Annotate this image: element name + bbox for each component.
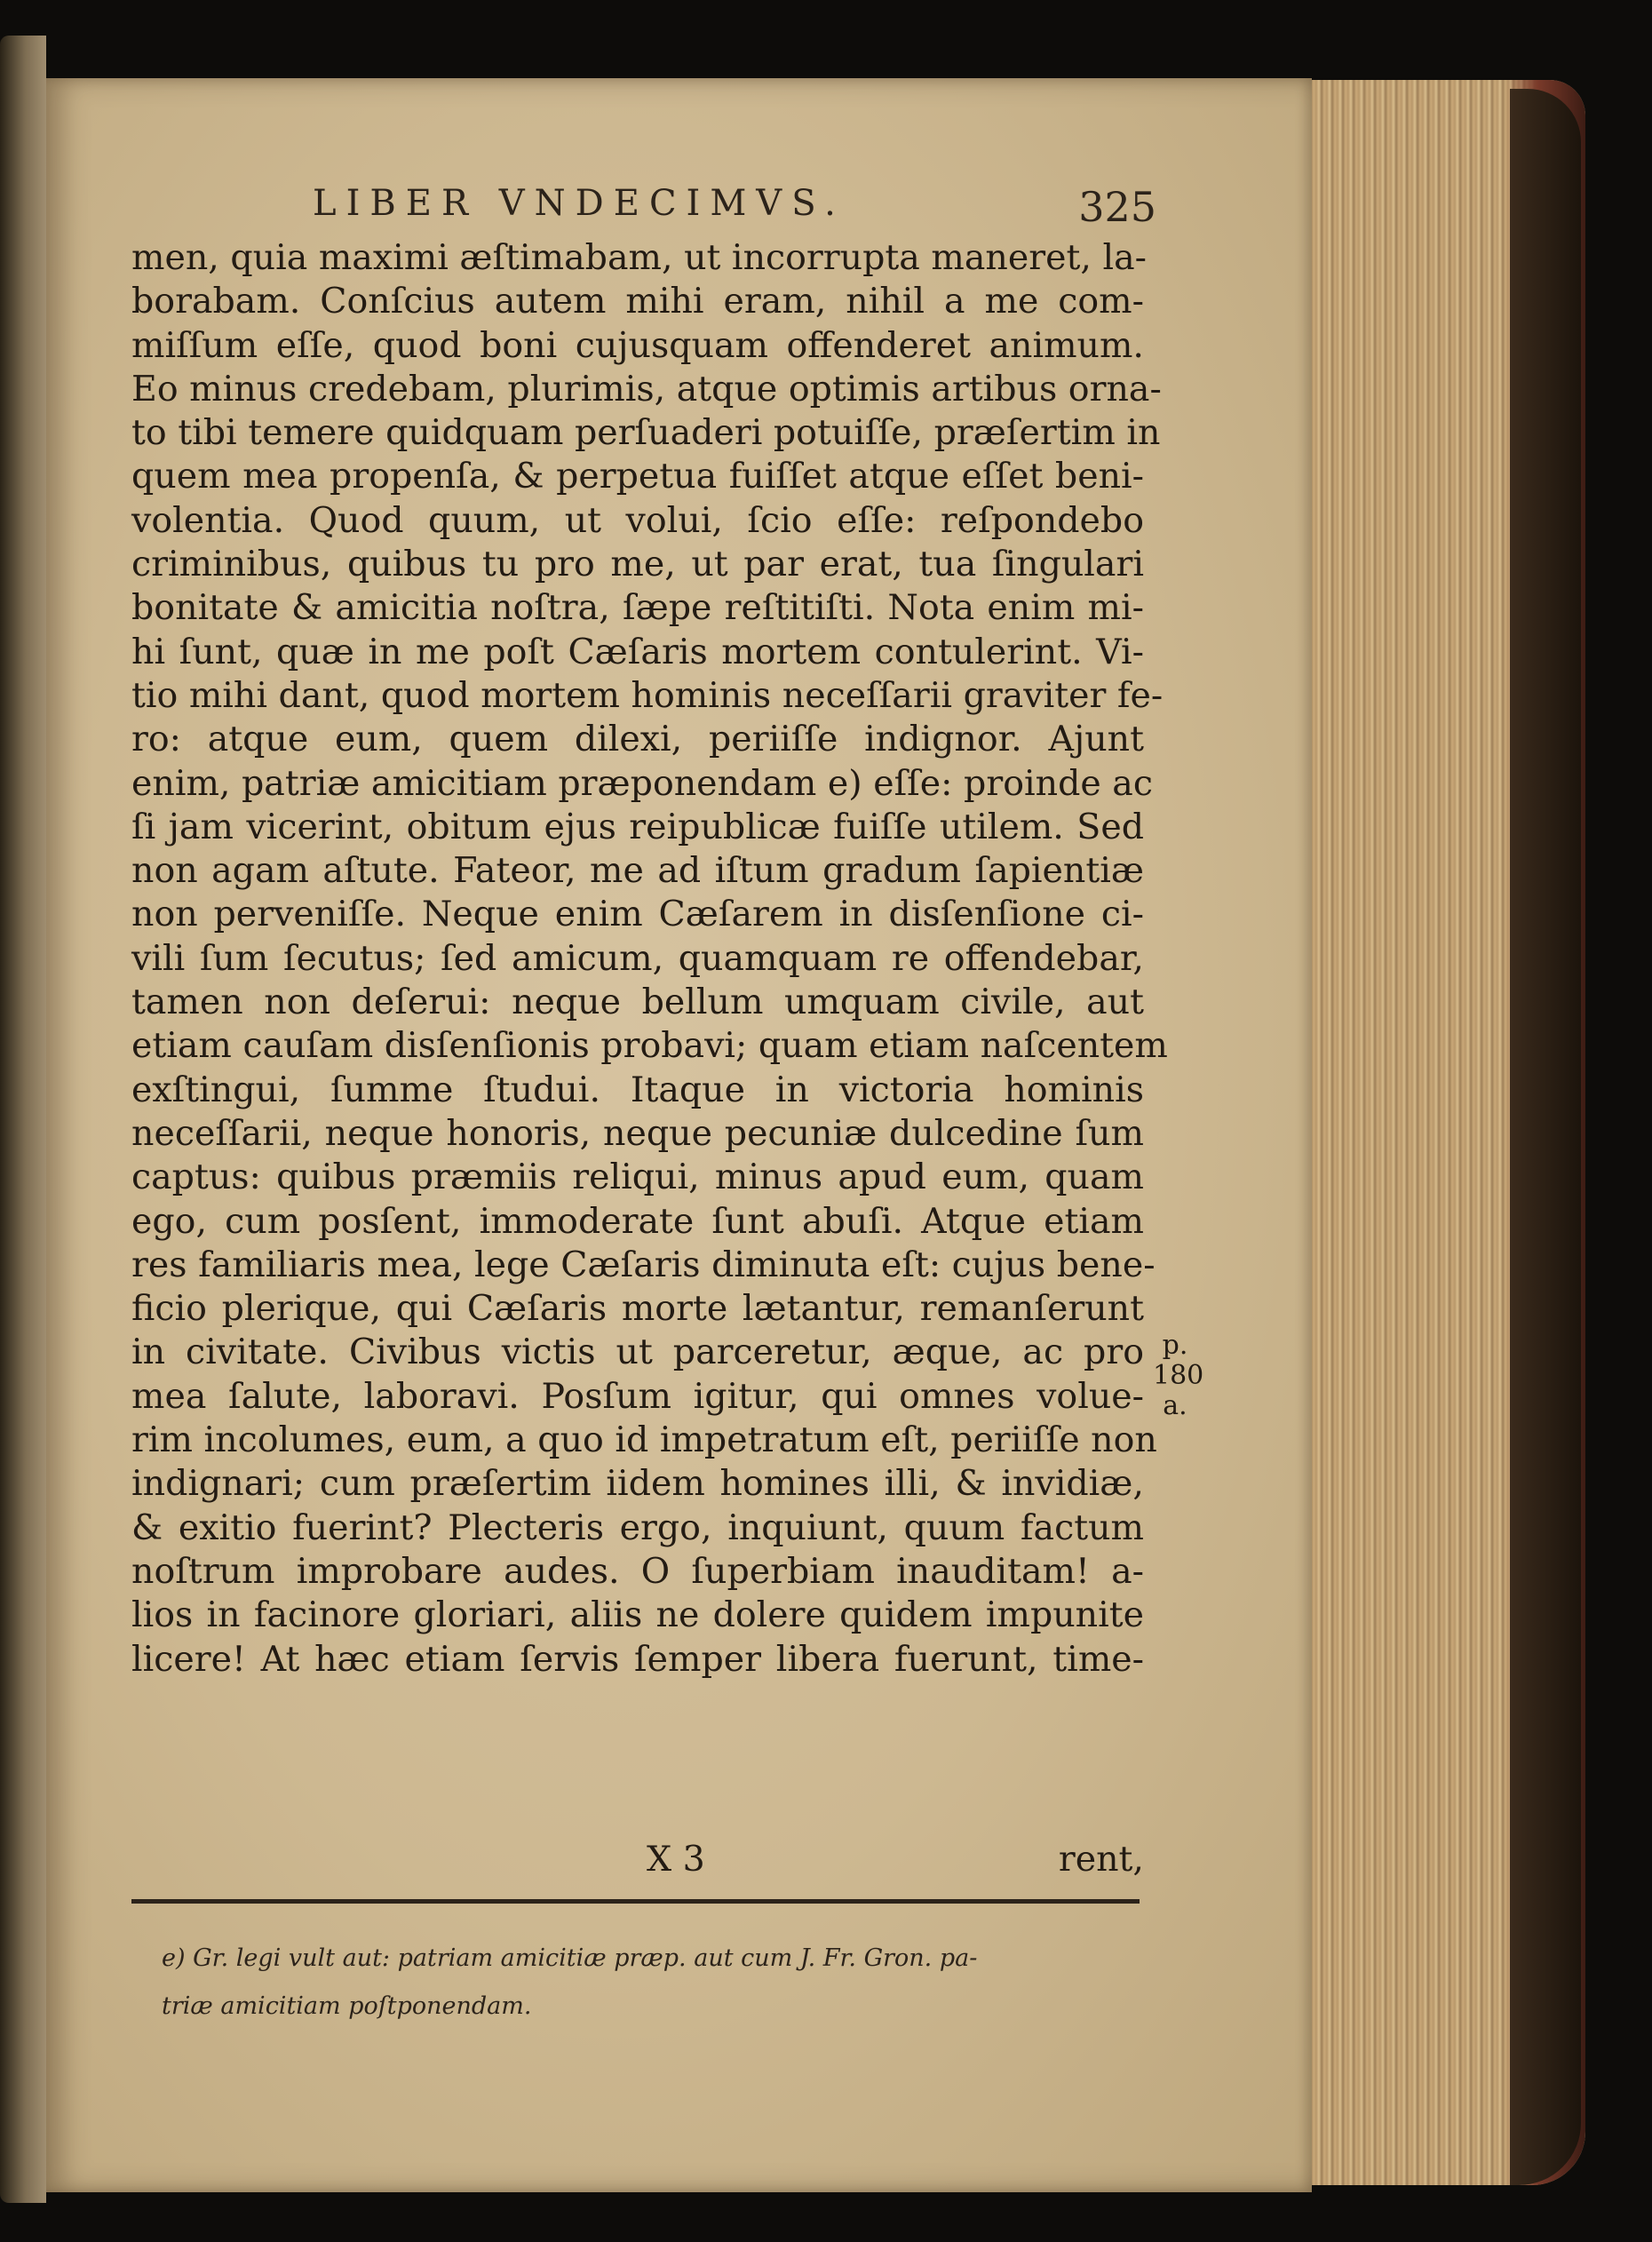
text-line: miſſum eſſe, quod boni cujusquam offenderet animum. [131, 324, 1144, 366]
text-line: noſtrum improbare audes. O ſuperbiam inauditam! a- [131, 1550, 1144, 1592]
text-line: ego, cum posſent, immoderate ſunt abuſi. Atque etiam [131, 1200, 1144, 1242]
text-line: borabam. Conſcius autem mihi eram, nihil a me com- [131, 281, 1144, 322]
text-line: ficio plerique, qui Cæſaris morte lætantur, remanſerunt [131, 1288, 1144, 1330]
text-line: criminibus, quibus tu pro me, ut par erat, tua ſingulari [131, 544, 1144, 585]
text-line: licere! At hæc etiam ſervis ſemper libera fuerunt, time- [131, 1638, 1144, 1680]
margin-note [1153, 1330, 1204, 1421]
text-line: indignari; cum præſertim iidem homines illi, & invidiæ, [131, 1463, 1144, 1505]
text-line: non agam aſtute. Fateor, me ad iſtum gradum ſapientiæ [131, 850, 1144, 892]
running-head-title: LIBER VNDECIMVS. [313, 183, 846, 224]
text-line: ro: atque eum, quem dilexi, periiſſe indignor. Ajunt [131, 719, 1144, 760]
signature-mark: X 3 [647, 1839, 705, 1880]
book-cover-edge [1510, 89, 1581, 2185]
text-line: tamen non deſerui: neque bellum umquam civile, aut [131, 982, 1144, 1023]
text-line: to tibi temere quidquam perſuaderi potuiſſe, præſertim in [131, 412, 1161, 454]
text-line: & exitio fuerint? Plecteris ergo, inquiunt, quum factum [131, 1507, 1144, 1548]
book-page [46, 78, 1312, 2192]
body-text [131, 236, 1168, 1682]
text-line: bonitate & amicitia noſtra, ſæpe reſtitiſti. Nota enim mi- [131, 587, 1144, 629]
text-line: tio mihi dant, quod mortem hominis neceſſarii graviter fe- [131, 674, 1164, 716]
signature-line [131, 1839, 1144, 1883]
text-line: ſi jam vicerint, obitum ejus reipublicæ fuiſſe utilem. Sed [131, 806, 1144, 847]
text-line: non perveniſſe. Neque enim Cæſarem in disſenſione ci- [131, 894, 1144, 935]
text-line: lios in facinore gloriari, aliis ne dolere quidem impunite [131, 1594, 1144, 1636]
text-line: rim incolumes, eum, a quo id impetratum eſt, periiſſe non [131, 1419, 1157, 1461]
footnote-line: e) Gr. legi vult aut: patriam amicitiæ præp. aut cum J. Fr. Gron. pa- [162, 1944, 978, 1972]
text-line: Eo minus credebam, plurimis, atque optimis artibus orna- [131, 368, 1162, 409]
text-line: quem mea propenſa, & perpetua fuiſſet atque eſſet beni- [131, 456, 1144, 497]
margin-note-line: p. [1162, 1330, 1188, 1361]
footnote-line: triæ amicitiam poſtponendam. [162, 1992, 532, 2020]
text-line: etiam cauſam disſenſionis probavi; quam etiam naſcentem [131, 1025, 1168, 1067]
text-line: vili ſum ſecutus; ſed amicum, quamquam re offendebar, [131, 937, 1144, 979]
text-line: neceſſarii, neque honoris, neque pecuniæ dulcedine ſum [131, 1112, 1144, 1154]
text-line: men, quia maximi æſtimabam, ut incorrupta maneret, la- [131, 237, 1147, 278]
text-line: enim, patriæ amicitiam præponendam e) eſſe: proinde ac [131, 762, 1153, 804]
text-line: in civitate. Civibus victis ut parceretur, æque, ac pro [131, 1332, 1144, 1373]
text-line: exſtingui, ſumme ſtudui. Itaque in victoria hominis [131, 1069, 1144, 1110]
text-line: hi ſunt, quæ in me poſt Cæſaris mortem contulerint. Vi- [131, 631, 1144, 672]
text-line: res familiaris mea, lege Cæſaris diminuta eſt: cujus bene- [131, 1244, 1156, 1285]
previous-page-edge [0, 36, 46, 2203]
page-number: 325 [1078, 183, 1156, 231]
footnote-rule [131, 1899, 1140, 1904]
text-line: volentia. Quod quum, ut volui, ſcio eſſe: reſpondebo [131, 499, 1144, 541]
margin-note-line: a. [1163, 1390, 1187, 1421]
catchword: rent, [1058, 1839, 1144, 1880]
text-line: captus: quibus præmiis reliqui, minus apud eum, quam [131, 1157, 1144, 1198]
text-line: mea ſalute, laboravi. Posſum igitur, qui omnes volue- [131, 1375, 1144, 1417]
margin-note-line: 180 [1153, 1360, 1204, 1391]
footnote [162, 1935, 1143, 2031]
